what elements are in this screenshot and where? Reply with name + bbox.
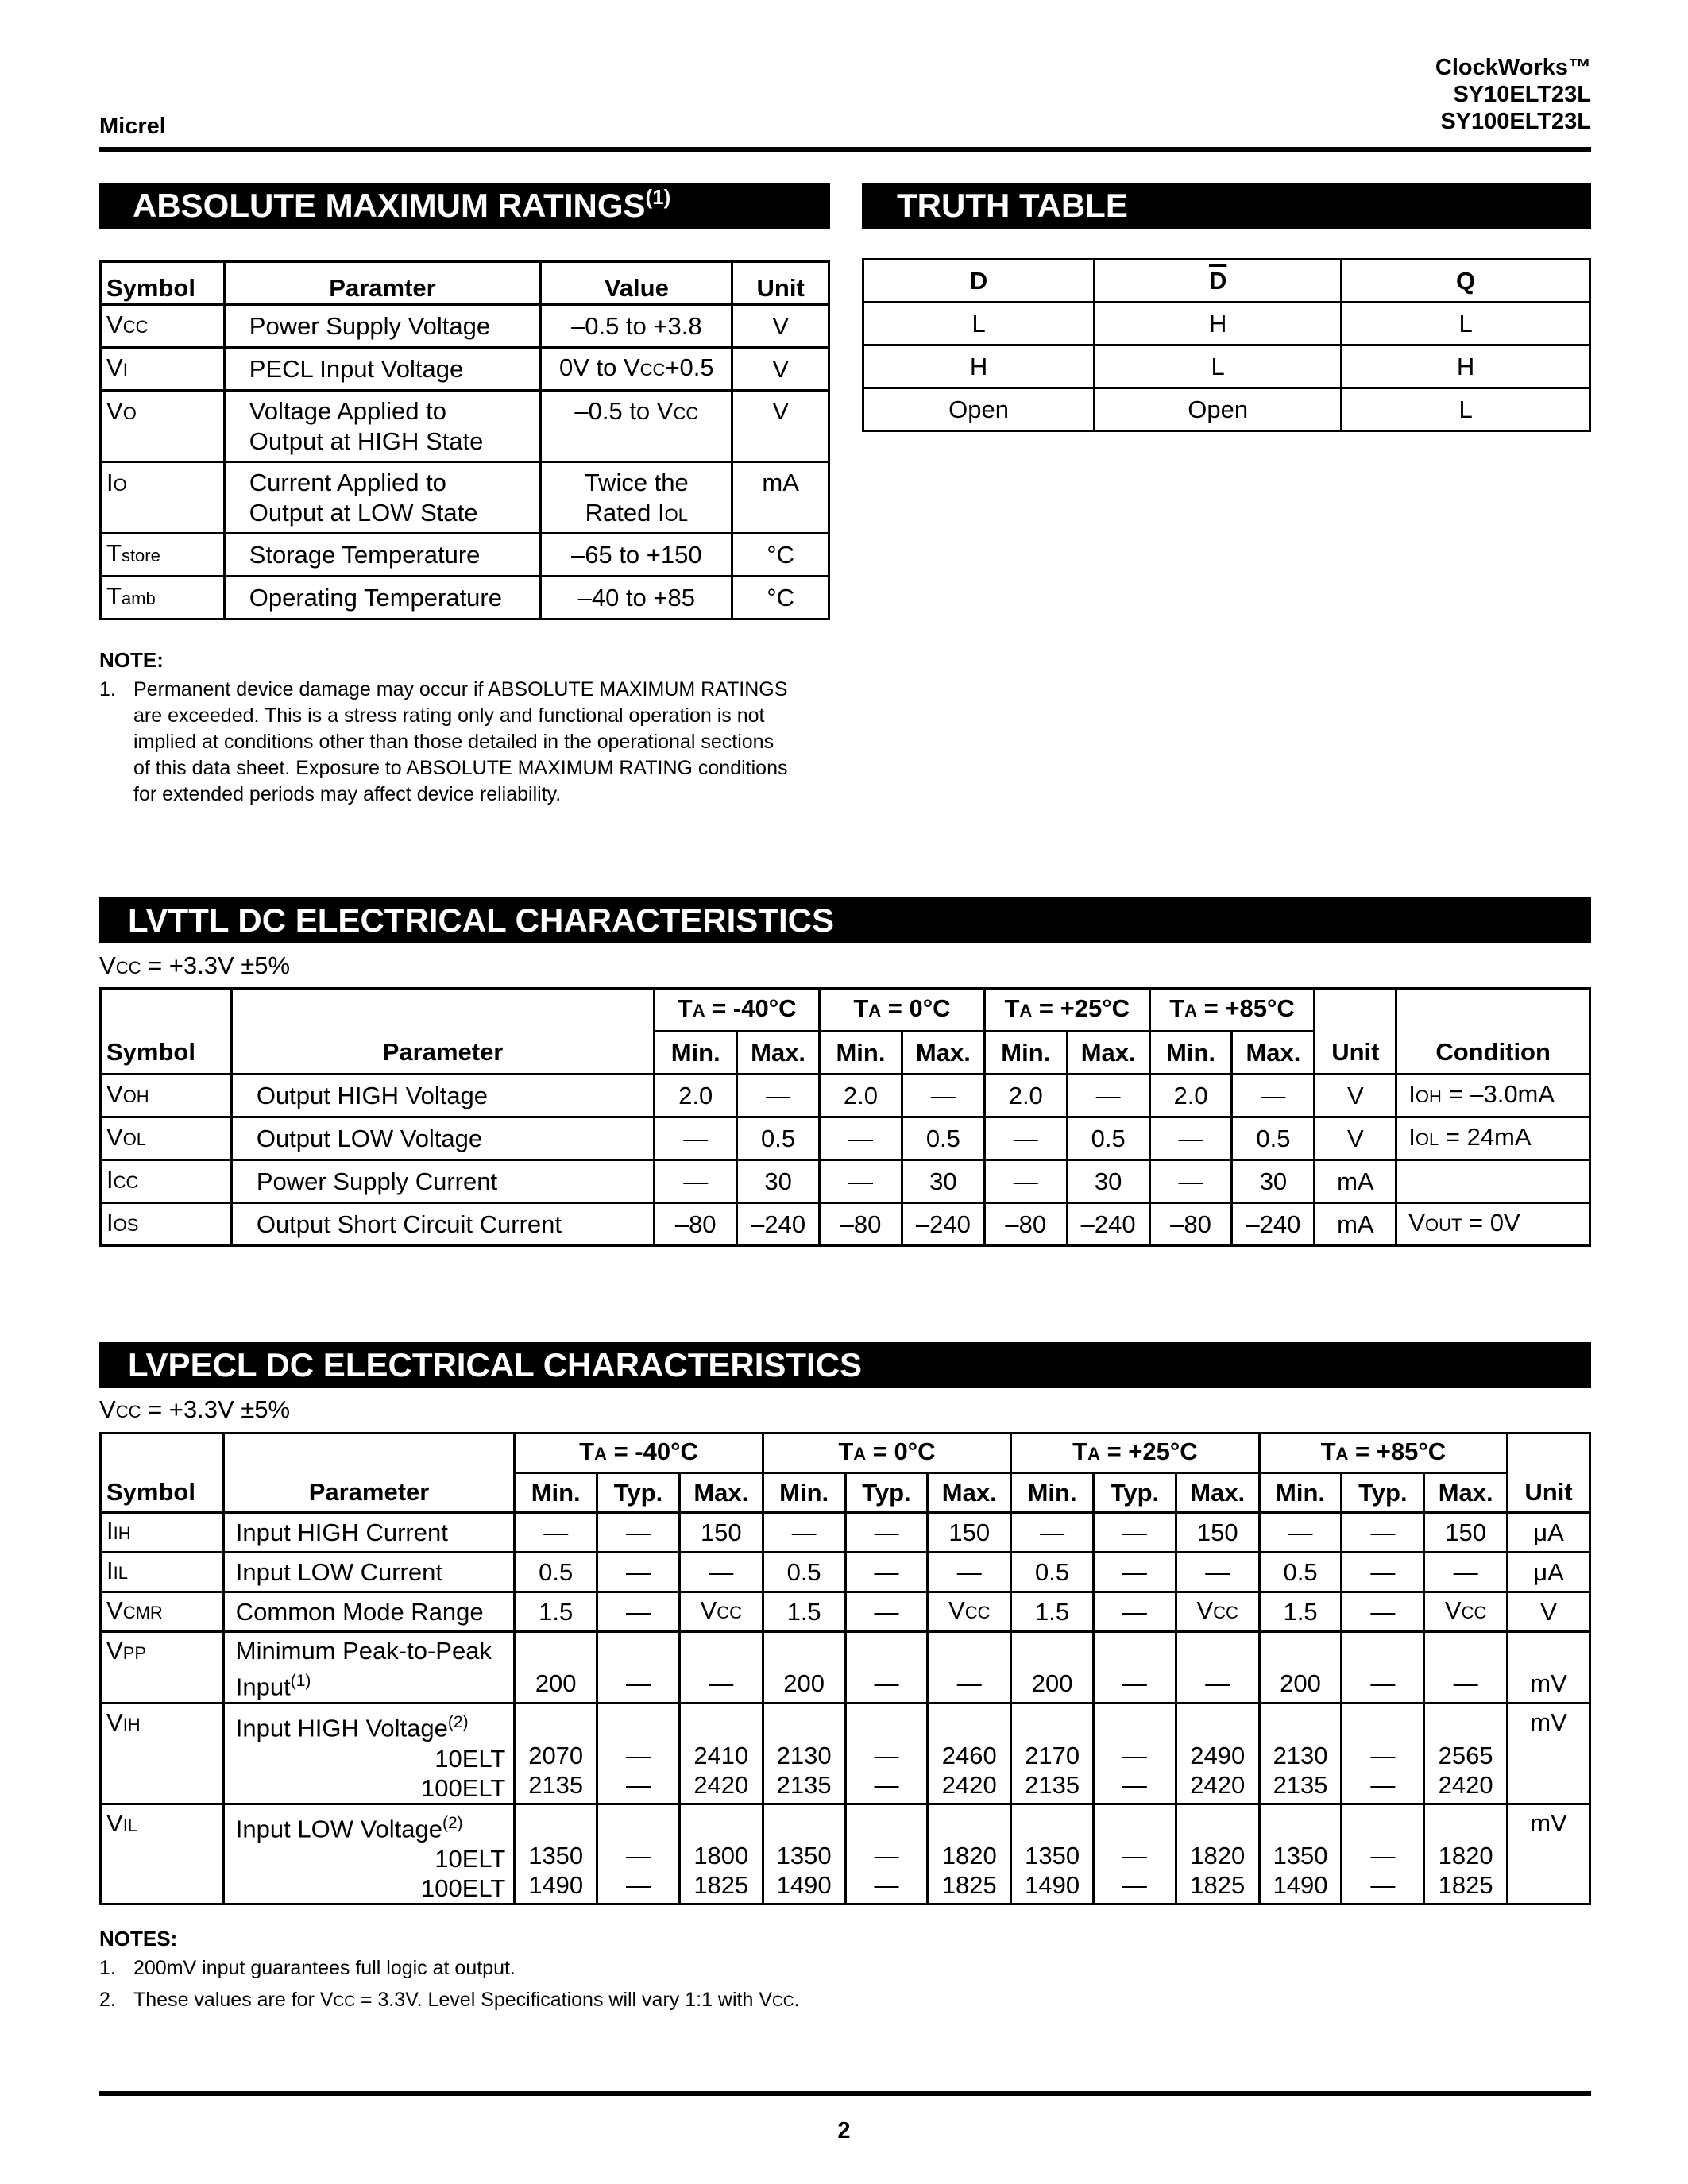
lvttl-parameter: Output LOW Voltage <box>231 1117 654 1160</box>
truth-cell: L <box>1095 345 1342 388</box>
lvpecl-value: — <box>1342 1553 1424 1592</box>
truth-col-d-bar: $\overline{D}$ <box>1095 260 1342 303</box>
table-row <box>101 1553 1590 1592</box>
lvpecl-temp-row <box>101 1433 1590 1473</box>
amr-parameter: Voltage Applied to Output at HIGH State <box>224 391 541 462</box>
amr-col-symbol: Symbol <box>101 262 225 305</box>
lvpecl-value: — — <box>1094 1804 1176 1904</box>
amr-value: Twice the Rated IOL <box>541 462 732 534</box>
lvttl-title-bar <box>99 897 1591 943</box>
lvpecl-value: — <box>845 1553 928 1592</box>
lvttl-col-min: Min. <box>820 1032 902 1075</box>
truth-col-q: Q <box>1342 260 1590 303</box>
amr-value: –0.5 to VCC <box>541 391 732 462</box>
table-row <box>101 1704 1590 1804</box>
lvpecl-unit: V <box>1508 1592 1590 1632</box>
lvpecl-value: 150 <box>679 1513 763 1553</box>
lvpecl-value: 1.5 <box>1259 1592 1342 1632</box>
lvpecl-value: — <box>1094 1632 1176 1704</box>
lvpecl-note-1: 200mV input guarantees full logic at output. <box>133 1957 516 1979</box>
amr-title-bar <box>99 183 830 229</box>
table-row <box>863 345 1590 388</box>
lvttl-temp-m40: TA = -40°C <box>655 989 820 1032</box>
lvpecl-title-bar <box>99 1342 1591 1388</box>
lvpecl-value: 200 <box>763 1632 845 1704</box>
lvttl-symbol: IOS <box>101 1203 232 1246</box>
lvttl-header-row <box>101 1032 1590 1075</box>
lvpecl-temp-m40: TA = -40°C <box>515 1433 763 1473</box>
lvpecl-value: VCC <box>1176 1592 1259 1632</box>
lvttl-value: 30 <box>1232 1160 1315 1203</box>
table-row <box>101 1804 1590 1904</box>
lvpecl-value: — — <box>845 1704 928 1804</box>
lvpecl-value: 2130 2135 <box>763 1704 845 1804</box>
lvpecl-unit: μA <box>1508 1553 1590 1592</box>
lvpecl-value: — <box>1011 1513 1094 1553</box>
lvpecl-unit: mV <box>1508 1632 1590 1704</box>
lvpecl-value: — <box>845 1632 928 1704</box>
lvpecl-value: 1820 1825 <box>1176 1804 1259 1904</box>
table-row <box>101 305 829 348</box>
lvttl-value: 2.0 <box>655 1075 737 1117</box>
amr-symbol: VI <box>101 348 225 391</box>
lvpecl-value: — <box>1424 1632 1508 1704</box>
table-row <box>101 462 829 534</box>
lvpecl-symbol: VCMR <box>101 1592 224 1632</box>
lvpecl-value: — <box>679 1553 763 1592</box>
lvpecl-value: 200 <box>515 1632 597 1704</box>
lvpecl-value: — <box>1424 1553 1508 1592</box>
amr-symbol: Tamb <box>101 577 225 619</box>
lvttl-value: — <box>1232 1075 1315 1117</box>
lvpecl-value: 2490 2420 <box>1176 1704 1259 1804</box>
lvpecl-value: — — <box>1342 1804 1424 1904</box>
lvpecl-parameter: Input HIGH Voltage$^{(2)}$ 10ELT 100ELT <box>223 1704 514 1804</box>
lvttl-value: 30 <box>737 1160 820 1203</box>
amr-col-value: Value <box>541 262 732 305</box>
table-row <box>101 1203 1590 1246</box>
lvpecl-value: 150 <box>928 1513 1011 1553</box>
lvpecl-value: — <box>515 1513 597 1553</box>
lvpecl-temp-85: TA = +85°C <box>1259 1433 1507 1473</box>
lvttl-unit: mA <box>1315 1160 1396 1203</box>
lvpecl-value: — <box>845 1592 928 1632</box>
truth-header-row <box>863 260 1590 303</box>
lvpecl-col-symbol: Symbol <box>101 1473 224 1513</box>
lvttl-parameter: Power Supply Current <box>231 1160 654 1203</box>
table-row <box>101 1513 1590 1553</box>
lvpecl-value: — — <box>1094 1704 1176 1804</box>
lvttl-value: — <box>737 1075 820 1117</box>
lvttl-value: –80 <box>984 1203 1067 1246</box>
lvpecl-col-max: Max. <box>679 1473 763 1513</box>
truth-title-bar <box>862 183 1591 229</box>
lvttl-temp-25: TA = +25°C <box>984 989 1149 1032</box>
lvttl-col-condition: Condition <box>1396 1032 1590 1075</box>
part-number-1: SY10ELT23L <box>1453 82 1591 107</box>
lvttl-symbol: VOL <box>101 1117 232 1160</box>
lvpecl-note-2-number: 2. <box>99 1989 116 2011</box>
lvpecl-value: 200 <box>1011 1632 1094 1704</box>
truth-cell: Open <box>863 388 1095 431</box>
lvttl-col-unit: Unit <box>1315 1032 1396 1075</box>
table-row <box>101 348 829 391</box>
lvttl-condition: VOUT = 0V <box>1396 1203 1590 1246</box>
table-row <box>101 1075 1590 1117</box>
truth-cell: L <box>1342 388 1590 431</box>
lvpecl-value: — <box>1094 1592 1176 1632</box>
lvpecl-value: — <box>1094 1553 1176 1592</box>
lvpecl-value: 1.5 <box>515 1592 597 1632</box>
amr-unit: mA <box>732 462 829 534</box>
lvpecl-value: 0.5 <box>763 1553 845 1592</box>
part-number-2: SY100ELT23L <box>1440 109 1591 134</box>
truth-col-d: D <box>863 260 1095 303</box>
table-row <box>101 391 829 462</box>
lvttl-value: — <box>1067 1075 1149 1117</box>
lvpecl-vcc-condition: VCC = +3.3V ±5% <box>99 1395 291 1423</box>
amr-value: –65 to +150 <box>541 534 732 577</box>
lvpecl-col-typ: Typ. <box>1094 1473 1176 1513</box>
lvttl-col-min: Min. <box>655 1032 737 1075</box>
lvpecl-value: VCC <box>679 1592 763 1632</box>
lvpecl-symbol: VIH <box>101 1704 224 1804</box>
lvpecl-value: — <box>597 1513 680 1553</box>
lvttl-condition: IOH = –3.0mA <box>1396 1075 1590 1117</box>
lvpecl-col-min: Min. <box>1011 1473 1094 1513</box>
lvpecl-col-unit: Unit <box>1508 1473 1590 1513</box>
lvttl-value: — <box>655 1160 737 1203</box>
lvpecl-note-1-number: 1. <box>99 1957 116 1979</box>
lvttl-value: –240 <box>1232 1203 1315 1246</box>
table-row <box>101 534 829 577</box>
lvpecl-value: 1350 1490 <box>1259 1804 1342 1904</box>
lvttl-value: — <box>1149 1160 1232 1203</box>
lvpecl-value: 1350 1490 <box>515 1804 597 1904</box>
lvpecl-value: 2410 2420 <box>679 1704 763 1804</box>
lvttl-col-min: Min. <box>984 1032 1067 1075</box>
amr-note-number: 1. <box>99 678 116 700</box>
lvttl-table <box>99 987 1591 1247</box>
lvpecl-symbol: IIL <box>101 1553 224 1592</box>
lvpecl-header-row <box>101 1473 1590 1513</box>
amr-unit: °C <box>732 577 829 619</box>
lvpecl-col-min: Min. <box>763 1473 845 1513</box>
lvpecl-value: 1350 1490 <box>1011 1804 1094 1904</box>
lvpecl-parameter: Input LOW Current <box>223 1553 514 1592</box>
lvttl-col-max: Max. <box>1067 1032 1149 1075</box>
amr-unit: V <box>732 391 829 462</box>
lvttl-unit: mA <box>1315 1203 1396 1246</box>
lvpecl-value: — <box>1176 1553 1259 1592</box>
lvttl-vcc-condition: VCC = +3.3V ±5% <box>99 951 291 979</box>
lvpecl-value: — <box>1342 1513 1424 1553</box>
lvttl-value: –240 <box>737 1203 820 1246</box>
lvttl-value: — <box>1149 1117 1232 1160</box>
lvpecl-col-typ: Typ. <box>1342 1473 1424 1513</box>
lvttl-symbol: VOH <box>101 1075 232 1117</box>
truth-table <box>862 258 1591 432</box>
lvpecl-col-min: Min. <box>1259 1473 1342 1513</box>
amr-col-parameter: Paramter <box>224 262 541 305</box>
lvttl-unit: V <box>1315 1117 1396 1160</box>
amr-parameter: Power Supply Voltage <box>224 305 541 348</box>
lvpecl-value: VCC <box>928 1592 1011 1632</box>
lvttl-col-min: Min. <box>1149 1032 1232 1075</box>
amr-value: –40 to +85 <box>541 577 732 619</box>
truth-title: TRUTH TABLE <box>897 187 1128 224</box>
lvttl-parameter: Output HIGH Voltage <box>231 1075 654 1117</box>
lvttl-value: 2.0 <box>1149 1075 1232 1117</box>
lvttl-condition: IOL = 24mA <box>1396 1117 1590 1160</box>
lvpecl-symbol: IIH <box>101 1513 224 1553</box>
amr-title-sup: (1) <box>645 185 671 209</box>
lvpecl-value: — — <box>597 1704 680 1804</box>
lvpecl-symbol: VPP <box>101 1632 224 1704</box>
lvttl-temp-row <box>101 989 1590 1032</box>
lvpecl-value: — <box>928 1632 1011 1704</box>
page-number: 2 <box>837 2118 851 2143</box>
lvpecl-value: 0.5 <box>515 1553 597 1592</box>
lvttl-parameter: Output Short Circuit Current <box>231 1203 654 1246</box>
lvttl-value: — <box>902 1075 984 1117</box>
lvpecl-col-min: Min. <box>515 1473 597 1513</box>
lvpecl-value: — <box>679 1632 763 1704</box>
lvpecl-value: 0.5 <box>1259 1553 1342 1592</box>
lvpecl-value: 150 <box>1176 1513 1259 1553</box>
lvttl-value: 2.0 <box>820 1075 902 1117</box>
amr-parameter: Current Applied to Output at LOW State <box>224 462 541 534</box>
lvpecl-temp-25: TA = +25°C <box>1011 1433 1259 1473</box>
amr-unit: V <box>732 348 829 391</box>
lvpecl-value: — — <box>1342 1704 1424 1804</box>
header-rule <box>99 147 1591 152</box>
lvpecl-value: 2070 2135 <box>515 1704 597 1804</box>
lvttl-temp-85: TA = +85°C <box>1149 989 1315 1032</box>
amr-table <box>99 260 830 620</box>
lvttl-col-symbol: Symbol <box>101 1032 232 1075</box>
lvttl-value: — <box>655 1117 737 1160</box>
amr-unit: °C <box>732 534 829 577</box>
lvpecl-value: 2565 2420 <box>1424 1704 1508 1804</box>
amr-symbol: Tstore <box>101 534 225 577</box>
lvpecl-parameter: Common Mode Range <box>223 1592 514 1632</box>
lvpecl-value: 2460 2420 <box>928 1704 1011 1804</box>
lvpecl-value: 150 <box>1424 1513 1508 1553</box>
lvpecl-notes-heading: NOTES: <box>99 1927 178 1951</box>
lvttl-condition <box>1396 1160 1590 1203</box>
lvpecl-parameter: Minimum Peak-to-Peak Input$^{(1)}$ <box>223 1632 514 1704</box>
lvpecl-value: — <box>597 1592 680 1632</box>
lvpecl-value: — <box>1094 1513 1176 1553</box>
lvpecl-symbol: VIL <box>101 1804 224 1904</box>
amr-symbol: VCC <box>101 305 225 348</box>
lvttl-value: — <box>820 1117 902 1160</box>
product-line: ClockWorks™ <box>1435 55 1591 80</box>
lvpecl-value: — <box>928 1553 1011 1592</box>
lvttl-col-max: Max. <box>902 1032 984 1075</box>
lvpecl-value: VCC <box>1424 1592 1508 1632</box>
amr-title: ABSOLUTE MAXIMUM RATINGS <box>133 187 646 224</box>
lvpecl-value: — <box>597 1553 680 1592</box>
lvpecl-note-2: These values are for VCC = 3.3V. Level Specifications will vary 1:1 with VCC. <box>133 1989 800 2011</box>
lvttl-value: 0.5 <box>737 1117 820 1160</box>
truth-cell: L <box>1342 303 1590 345</box>
amr-symbol: IO <box>101 462 225 534</box>
lvpecl-value: 1.5 <box>763 1592 845 1632</box>
lvpecl-unit: mV <box>1508 1804 1590 1904</box>
lvpecl-value: — <box>1176 1632 1259 1704</box>
lvttl-value: –80 <box>820 1203 902 1246</box>
amr-value: 0V to VCC+0.5 <box>541 348 732 391</box>
table-row <box>101 577 829 619</box>
table-row <box>863 303 1590 345</box>
lvpecl-parameter: Input LOW Voltage$^{(2)}$ 10ELT 100ELT <box>223 1804 514 1904</box>
header-parts <box>1435 54 1591 135</box>
footer-rule <box>99 2091 1591 2096</box>
amr-col-unit: Unit <box>732 262 829 305</box>
lvpecl-value: 1800 1825 <box>679 1804 763 1904</box>
lvttl-value: 0.5 <box>1232 1117 1315 1160</box>
lvttl-value: 30 <box>902 1160 984 1203</box>
lvpecl-value: — — <box>845 1804 928 1904</box>
lvpecl-table <box>99 1432 1591 1905</box>
truth-cell: Open <box>1095 388 1342 431</box>
lvttl-unit: V <box>1315 1075 1396 1117</box>
company-name: Micrel <box>99 114 166 139</box>
lvttl-value: 30 <box>1067 1160 1149 1203</box>
lvpecl-value: 2130 2135 <box>1259 1704 1342 1804</box>
lvttl-value: –80 <box>1149 1203 1232 1246</box>
lvpecl-col-typ: Typ. <box>597 1473 680 1513</box>
lvpecl-col-typ: Typ. <box>845 1473 928 1513</box>
lvpecl-value: 1820 1825 <box>928 1804 1011 1904</box>
lvpecl-value: 1.5 <box>1011 1592 1094 1632</box>
lvpecl-value: — <box>1342 1632 1424 1704</box>
truth-cell: H <box>1342 345 1590 388</box>
lvpecl-col-parameter: Parameter <box>223 1473 514 1513</box>
lvttl-value: — <box>984 1117 1067 1160</box>
lvpecl-unit: mV <box>1508 1704 1590 1804</box>
table-row <box>101 1592 1590 1632</box>
lvttl-value: –240 <box>902 1203 984 1246</box>
lvpecl-title: LVPECL DC ELECTRICAL CHARACTERISTICS <box>128 1346 863 1383</box>
lvpecl-value: — <box>1259 1513 1342 1553</box>
truth-cell: L <box>863 303 1095 345</box>
lvttl-temp-0: TA = 0°C <box>820 989 985 1032</box>
lvttl-value: –240 <box>1067 1203 1149 1246</box>
amr-unit: V <box>732 305 829 348</box>
lvttl-value: 0.5 <box>1067 1117 1149 1160</box>
lvttl-value: 0.5 <box>902 1117 984 1160</box>
lvpecl-value: 1350 1490 <box>763 1804 845 1904</box>
lvpecl-value: — <box>597 1632 680 1704</box>
lvttl-col-max: Max. <box>1232 1032 1315 1075</box>
lvpecl-value: 1820 1825 <box>1424 1804 1508 1904</box>
lvpecl-value: 2170 2135 <box>1011 1704 1094 1804</box>
amr-parameter: PECL Input Voltage <box>224 348 541 391</box>
lvpecl-temp-0: TA = 0°C <box>763 1433 1010 1473</box>
lvpecl-value: — — <box>597 1804 680 1904</box>
table-row <box>101 1632 1590 1704</box>
lvttl-value: — <box>984 1160 1067 1203</box>
amr-parameter: Storage Temperature <box>224 534 541 577</box>
lvpecl-col-max: Max. <box>1424 1473 1508 1513</box>
table-row <box>863 388 1590 431</box>
lvpecl-unit: μA <box>1508 1513 1590 1553</box>
lvpecl-value: — <box>763 1513 845 1553</box>
lvttl-col-parameter: Parameter <box>231 1032 654 1075</box>
amr-header-row <box>101 262 829 305</box>
amr-note-text: Permanent device damage may occur if ABSOLUTE MAXIMUM RATINGS are exceeded. This is a stress rating only and functional operation is not implied at conditions other than those detailed in the operational sections of this data sheet. Exposure to ABSOLUTE MAXIMUM RATING conditions for extended periods may affect device reliability. <box>133 678 788 805</box>
lvttl-value: 2.0 <box>984 1075 1067 1117</box>
lvttl-value: –80 <box>655 1203 737 1246</box>
lvpecl-value: — <box>1342 1592 1424 1632</box>
amr-note-heading: NOTE: <box>99 648 164 672</box>
lvttl-value: — <box>820 1160 902 1203</box>
lvpecl-value: — <box>845 1513 928 1553</box>
lvttl-col-max: Max. <box>737 1032 820 1075</box>
lvttl-symbol: ICC <box>101 1160 232 1203</box>
lvpecl-col-max: Max. <box>928 1473 1011 1513</box>
truth-cell: H <box>863 345 1095 388</box>
lvpecl-value: 200 <box>1259 1632 1342 1704</box>
amr-value: –0.5 to +3.8 <box>541 305 732 348</box>
amr-parameter: Operating Temperature <box>224 577 541 619</box>
lvpecl-col-max: Max. <box>1176 1473 1259 1513</box>
lvpecl-value: 0.5 <box>1011 1553 1094 1592</box>
lvpecl-parameter: Input HIGH Current <box>223 1513 514 1553</box>
lvttl-title: LVTTL DC ELECTRICAL CHARACTERISTICS <box>128 901 834 939</box>
table-row <box>101 1117 1590 1160</box>
truth-cell: H <box>1095 303 1342 345</box>
amr-symbol: VO <box>101 391 225 462</box>
table-row <box>101 1160 1590 1203</box>
